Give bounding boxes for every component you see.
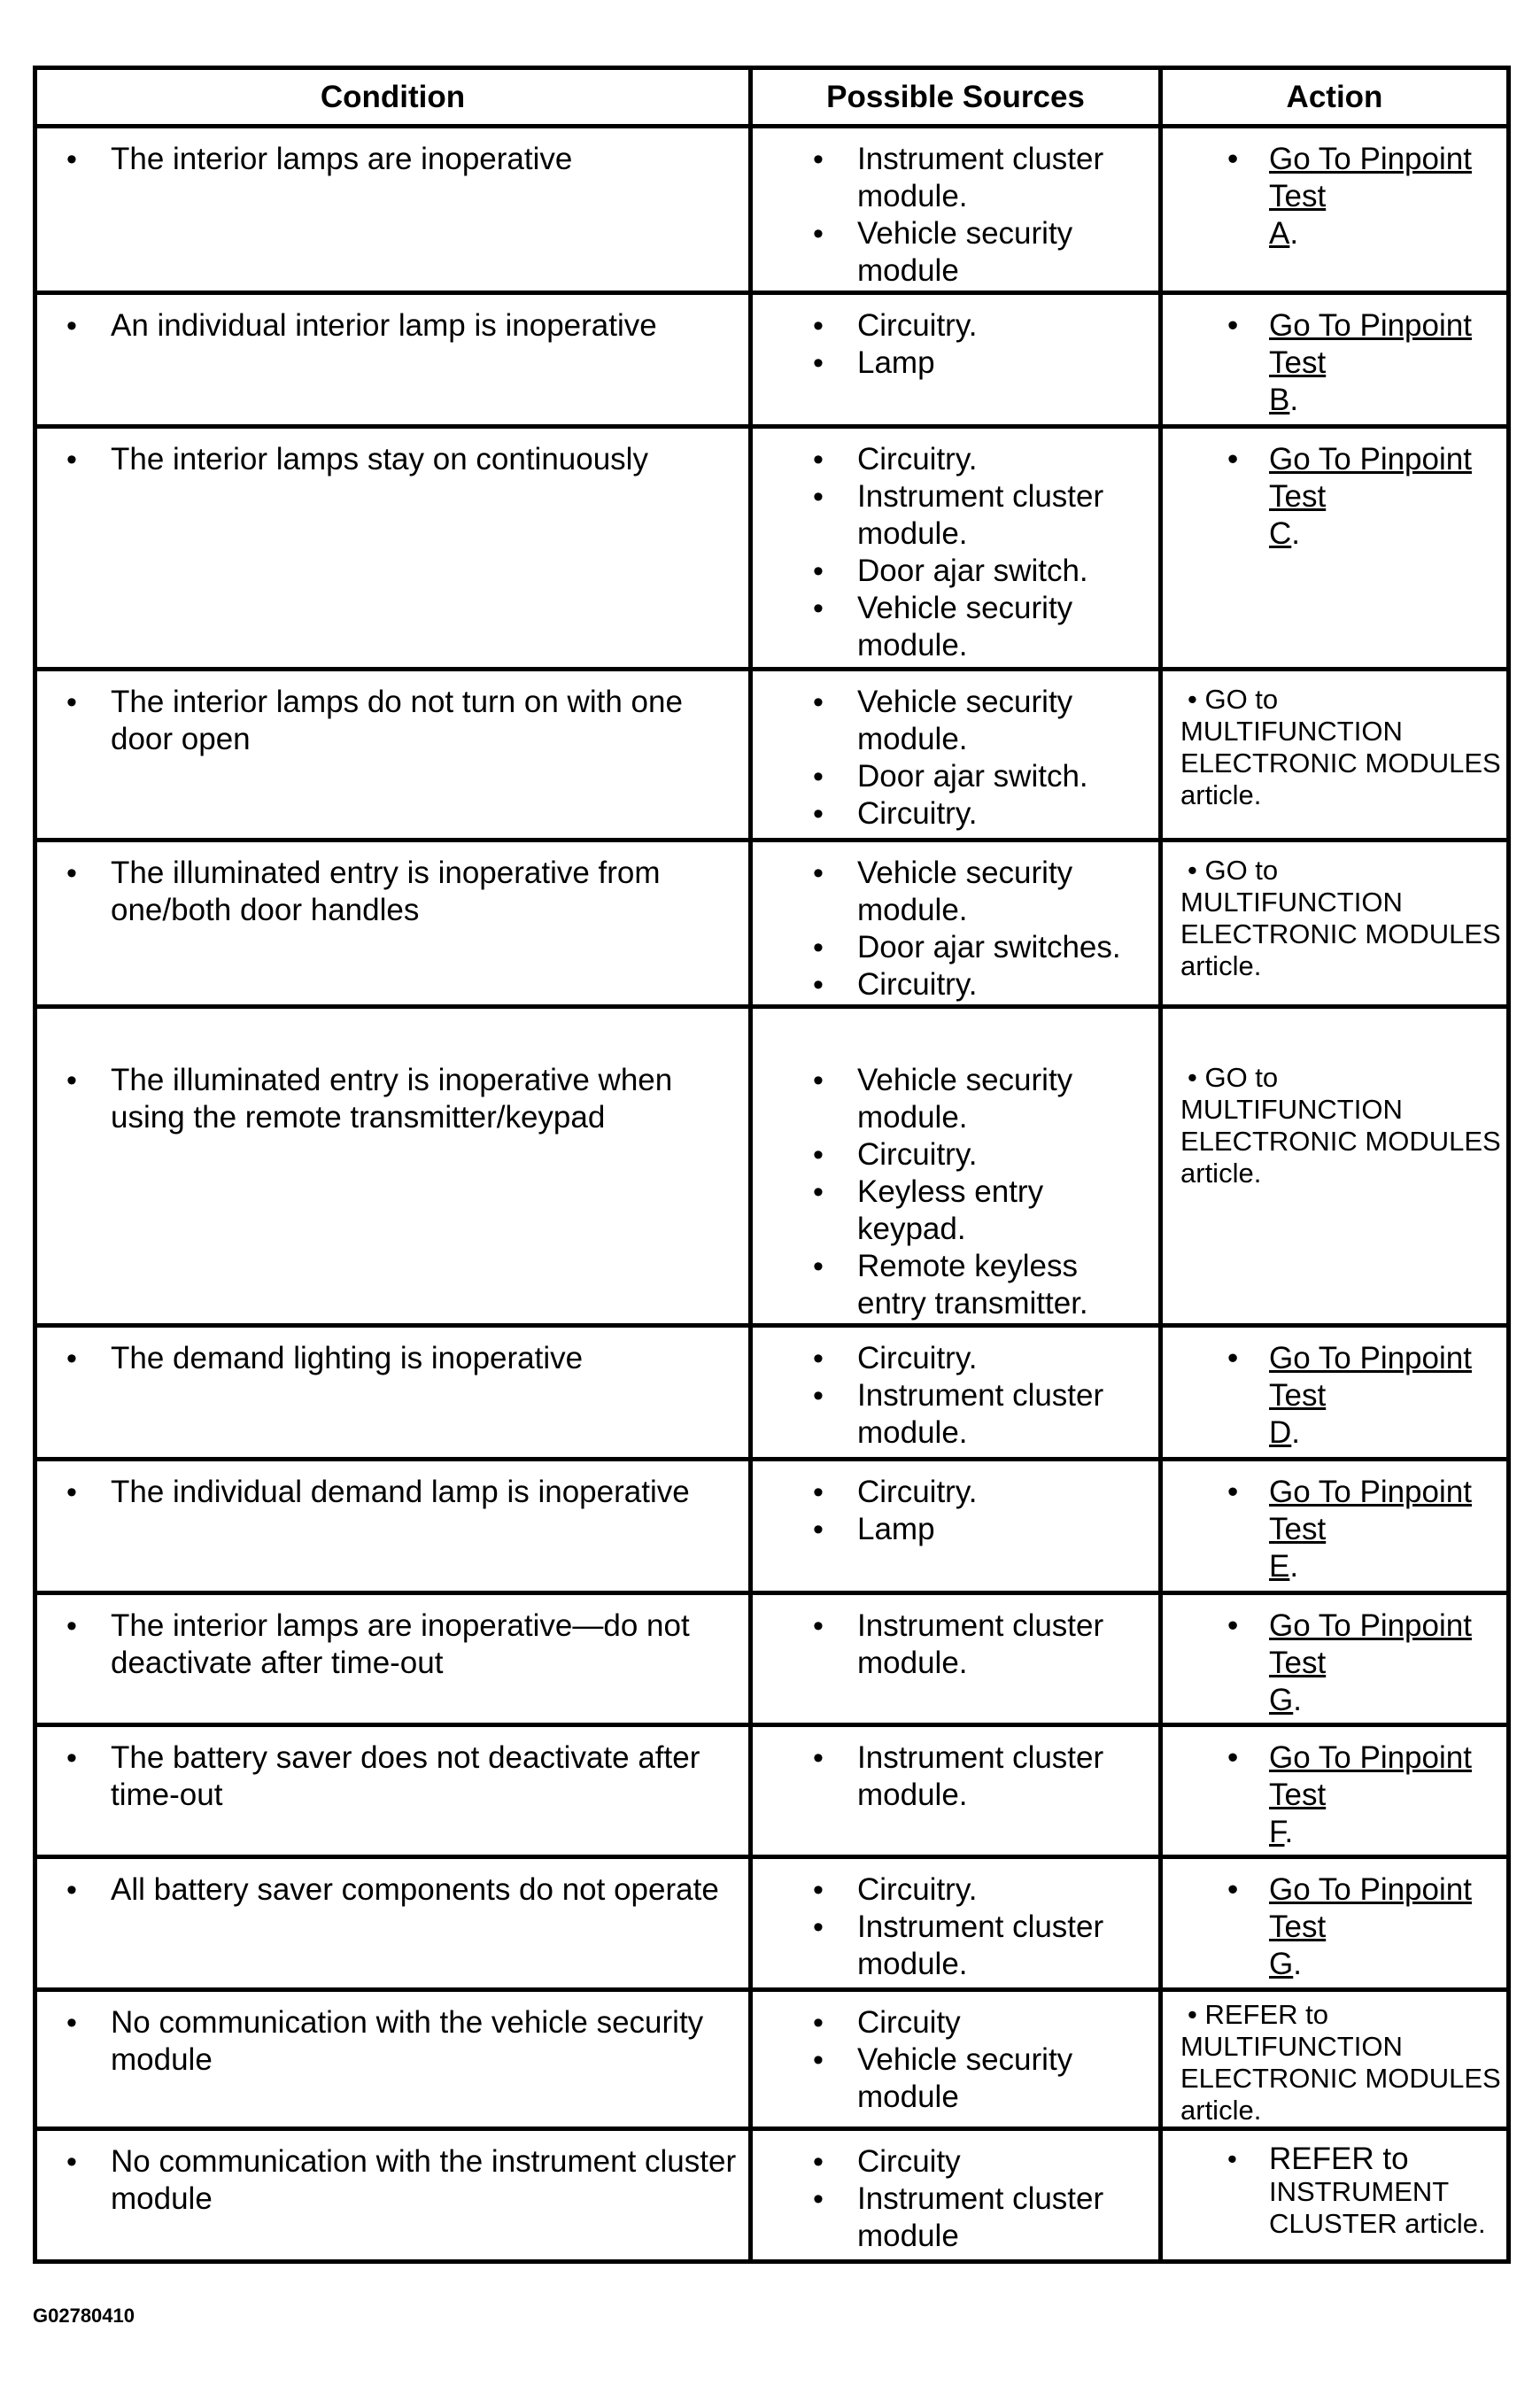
action-cell: [1161, 293, 1509, 427]
sources-cell: [751, 427, 1161, 670]
condition-text: • No communication with the instrument cluster module: [111, 2143, 739, 2218]
table-row: [35, 127, 1509, 293]
table-row: [35, 1460, 1509, 1593]
condition-text: • The illuminated entry is inoperative from one/both door handles: [111, 855, 739, 929]
action-cell: [1161, 1593, 1509, 1725]
sources-cell: [751, 293, 1161, 427]
pinpoint-test-letter-link[interactable]: E: [1269, 1549, 1290, 1584]
condition-cell: [35, 427, 751, 670]
source-item: • Circuity: [857, 2004, 1153, 2041]
pinpoint-test-letter-link[interactable]: F: [1269, 1815, 1285, 1849]
pinpoint-test-link[interactable]: Go To Pinpoint Test: [1269, 1341, 1472, 1413]
action-reference: [1163, 671, 1506, 811]
condition-cell: [35, 670, 751, 841]
action-cell: [1161, 1460, 1509, 1593]
action-tail: .: [1284, 1815, 1294, 1849]
source-item: • Instrument cluster module.: [857, 1739, 1153, 1814]
action-reference-text: MULTIFUNCTION ELECTRONIC MODULES article.: [1180, 716, 1501, 810]
sources-cell: [751, 1990, 1161, 2129]
source-item: • Instrument cluster module: [857, 2181, 1153, 2255]
action-go-to: [1163, 1461, 1506, 1585]
condition-text: • The illuminated entry is inoperative when using the remote transmitter/keypad: [111, 1062, 739, 1136]
action-tail: .: [1291, 516, 1301, 551]
action-reference-text: MULTIFUNCTION ELECTRONIC MODULES article.: [1180, 887, 1501, 981]
source-item: • Vehicle security module: [857, 215, 1153, 290]
pinpoint-test-link[interactable]: Go To Pinpoint Test: [1269, 142, 1472, 213]
condition-text: • The battery saver does not deactivate after time-out: [111, 1739, 739, 1814]
source-item: • Vehicle security module.: [857, 590, 1153, 664]
source-item: • Door ajar switches.: [857, 929, 1153, 966]
pinpoint-test-link[interactable]: Go To Pinpoint Test: [1269, 1475, 1472, 1546]
condition-cell: [35, 2129, 751, 2262]
action-cell: [1161, 1990, 1509, 2129]
source-item: • Circuitry.: [857, 1871, 1153, 1909]
pinpoint-test-link[interactable]: Go To Pinpoint Test: [1269, 308, 1472, 380]
table-row: [35, 1990, 1509, 2129]
action-reference-text: MULTIFUNCTION ELECTRONIC MODULES article.: [1180, 2031, 1501, 2126]
condition-text: • The interior lamps stay on continuously: [111, 441, 739, 478]
action-go-label: • GO to: [1180, 684, 1501, 716]
sources-cell: [751, 1007, 1161, 1326]
diagnostic-table: [33, 66, 1511, 2264]
action-cell: [1161, 1857, 1509, 1990]
condition-text: • An individual interior lamp is inoperative: [111, 307, 739, 345]
condition-text: • The interior lamps are inoperative—do not deactivate after time-out: [111, 1607, 739, 1682]
figure-id: G02780410: [33, 2305, 135, 2327]
action-tail: .: [1293, 1947, 1302, 1981]
source-item: • Circuitry.: [857, 1340, 1153, 1377]
table-row: [35, 1857, 1509, 1990]
pinpoint-test-letter-link[interactable]: D: [1269, 1415, 1292, 1450]
table-row: [35, 1326, 1509, 1460]
table-row: [35, 1593, 1509, 1725]
sources-cell: [751, 670, 1161, 841]
table-row: [35, 841, 1509, 1007]
source-item: • Instrument cluster module.: [857, 141, 1153, 215]
pinpoint-test-link[interactable]: Go To Pinpoint Test: [1269, 442, 1472, 514]
source-item: • Vehicle security module.: [857, 1062, 1153, 1136]
condition-text: • All battery saver components do not operate: [111, 1871, 739, 1909]
action-reference-text: MULTIFUNCTION ELECTRONIC MODULES article.: [1180, 1094, 1501, 1189]
action-go-to: [1163, 1328, 1506, 1452]
action-reference: [1163, 842, 1506, 982]
action-cell: [1161, 1007, 1509, 1326]
table-row: [35, 2129, 1509, 2262]
source-item: • Instrument cluster module.: [857, 1377, 1153, 1452]
action-go-to: [1163, 429, 1506, 553]
source-item: • Keyless entry keypad.: [857, 1174, 1153, 1248]
pinpoint-test-link[interactable]: Go To Pinpoint Test: [1269, 1872, 1472, 1944]
sources-cell: [751, 841, 1161, 1007]
source-item: • Circuitry.: [857, 307, 1153, 345]
action-cell: [1161, 841, 1509, 1007]
action-go-to: [1163, 1727, 1506, 1851]
source-item: • Instrument cluster module.: [857, 478, 1153, 553]
table-row: [35, 1725, 1509, 1857]
pinpoint-test-letter-link[interactable]: C: [1269, 516, 1292, 551]
condition-text: • No communication with the vehicle security module: [111, 2004, 739, 2079]
condition-text: • The interior lamps do not turn on with one door open: [111, 684, 739, 758]
condition-cell: [35, 1990, 751, 2129]
header-possible-sources: Possible Sources: [751, 68, 1161, 127]
table-row: [35, 670, 1509, 841]
pinpoint-test-letter-link[interactable]: B: [1269, 383, 1290, 417]
action-cell: [1161, 427, 1509, 670]
action-tail: .: [1291, 1415, 1301, 1450]
source-item: • Circuitry.: [857, 441, 1153, 478]
action-cell: [1161, 1326, 1509, 1460]
action-go-to: [1163, 1595, 1506, 1719]
pinpoint-test-link[interactable]: Go To Pinpoint Test: [1269, 1608, 1472, 1680]
condition-cell: [35, 127, 751, 293]
source-item: • Circuitry.: [857, 795, 1153, 833]
action-reference: [1163, 2131, 1506, 2240]
sources-cell: [751, 1460, 1161, 1593]
pinpoint-test-letter-link[interactable]: G: [1269, 1683, 1294, 1717]
action-cell: [1161, 127, 1509, 293]
source-item: • Instrument cluster module.: [857, 1909, 1153, 1983]
table-row: [35, 1007, 1509, 1326]
action-cell: [1161, 670, 1509, 841]
pinpoint-test-letter-link[interactable]: A: [1269, 216, 1290, 251]
sources-cell: [751, 1593, 1161, 1725]
source-item: • Vehicle security module.: [857, 684, 1153, 758]
pinpoint-test-link[interactable]: Go To Pinpoint Test: [1269, 1740, 1472, 1812]
condition-cell: [35, 841, 751, 1007]
action-go-to: [1163, 1859, 1506, 1983]
condition-text: • The demand lighting is inoperative: [111, 1340, 739, 1377]
action-reference: [1163, 1050, 1506, 1189]
action-reference: [1163, 1992, 1506, 2126]
condition-cell: [35, 1007, 751, 1326]
source-item: • Circuitry.: [857, 1474, 1153, 1511]
header-condition: Condition: [35, 68, 751, 127]
source-item: • Lamp: [857, 1511, 1153, 1548]
source-item: • Remote keyless entry transmitter.: [857, 1248, 1153, 1322]
action-tail: .: [1289, 383, 1299, 417]
action-tail: .: [1289, 1549, 1299, 1584]
table-row: [35, 427, 1509, 670]
condition-cell: [35, 293, 751, 427]
action-go-to: [1163, 128, 1506, 252]
table-row: [35, 293, 1509, 427]
source-item: • Door ajar switch.: [857, 758, 1153, 795]
sources-cell: [751, 1326, 1161, 1460]
sources-cell: [751, 127, 1161, 293]
source-item: • Instrument cluster module.: [857, 1607, 1153, 1682]
condition-text: • The interior lamps are inoperative: [111, 141, 739, 178]
sources-cell: [751, 1725, 1161, 1857]
source-item: • Circuitry.: [857, 1136, 1153, 1174]
header-row: [35, 68, 1509, 127]
action-refer-label: • REFER to: [1180, 1999, 1501, 2031]
action-go-label: • GO to: [1180, 1062, 1501, 1094]
action-cell: [1161, 1725, 1509, 1857]
action-go-to: [1163, 295, 1506, 419]
header-action: Action: [1161, 68, 1509, 127]
action-reference-text: INSTRUMENT CLUSTER article.: [1269, 2176, 1486, 2239]
source-item: • Vehicle security module.: [857, 855, 1153, 929]
condition-cell: [35, 1326, 751, 1460]
sources-cell: [751, 2129, 1161, 2262]
source-item: • Vehicle security module: [857, 2041, 1153, 2116]
action-tail: .: [1293, 1683, 1302, 1717]
pinpoint-test-letter-link[interactable]: G: [1269, 1947, 1294, 1981]
action-refer-label: REFER to: [1269, 2142, 1409, 2176]
condition-cell: [35, 1725, 751, 1857]
source-item: • Lamp: [857, 345, 1153, 382]
sources-cell: [751, 1857, 1161, 1990]
condition-cell: [35, 1460, 751, 1593]
action-tail: .: [1289, 216, 1299, 251]
source-item: • Circuity: [857, 2143, 1153, 2181]
condition-text: • The individual demand lamp is inoperative: [111, 1474, 739, 1511]
source-item: • Door ajar switch.: [857, 553, 1153, 590]
action-cell: [1161, 2129, 1509, 2262]
source-item: • Circuitry.: [857, 966, 1153, 1003]
condition-cell: [35, 1857, 751, 1990]
condition-cell: [35, 1593, 751, 1725]
action-go-label: • GO to: [1180, 855, 1501, 887]
